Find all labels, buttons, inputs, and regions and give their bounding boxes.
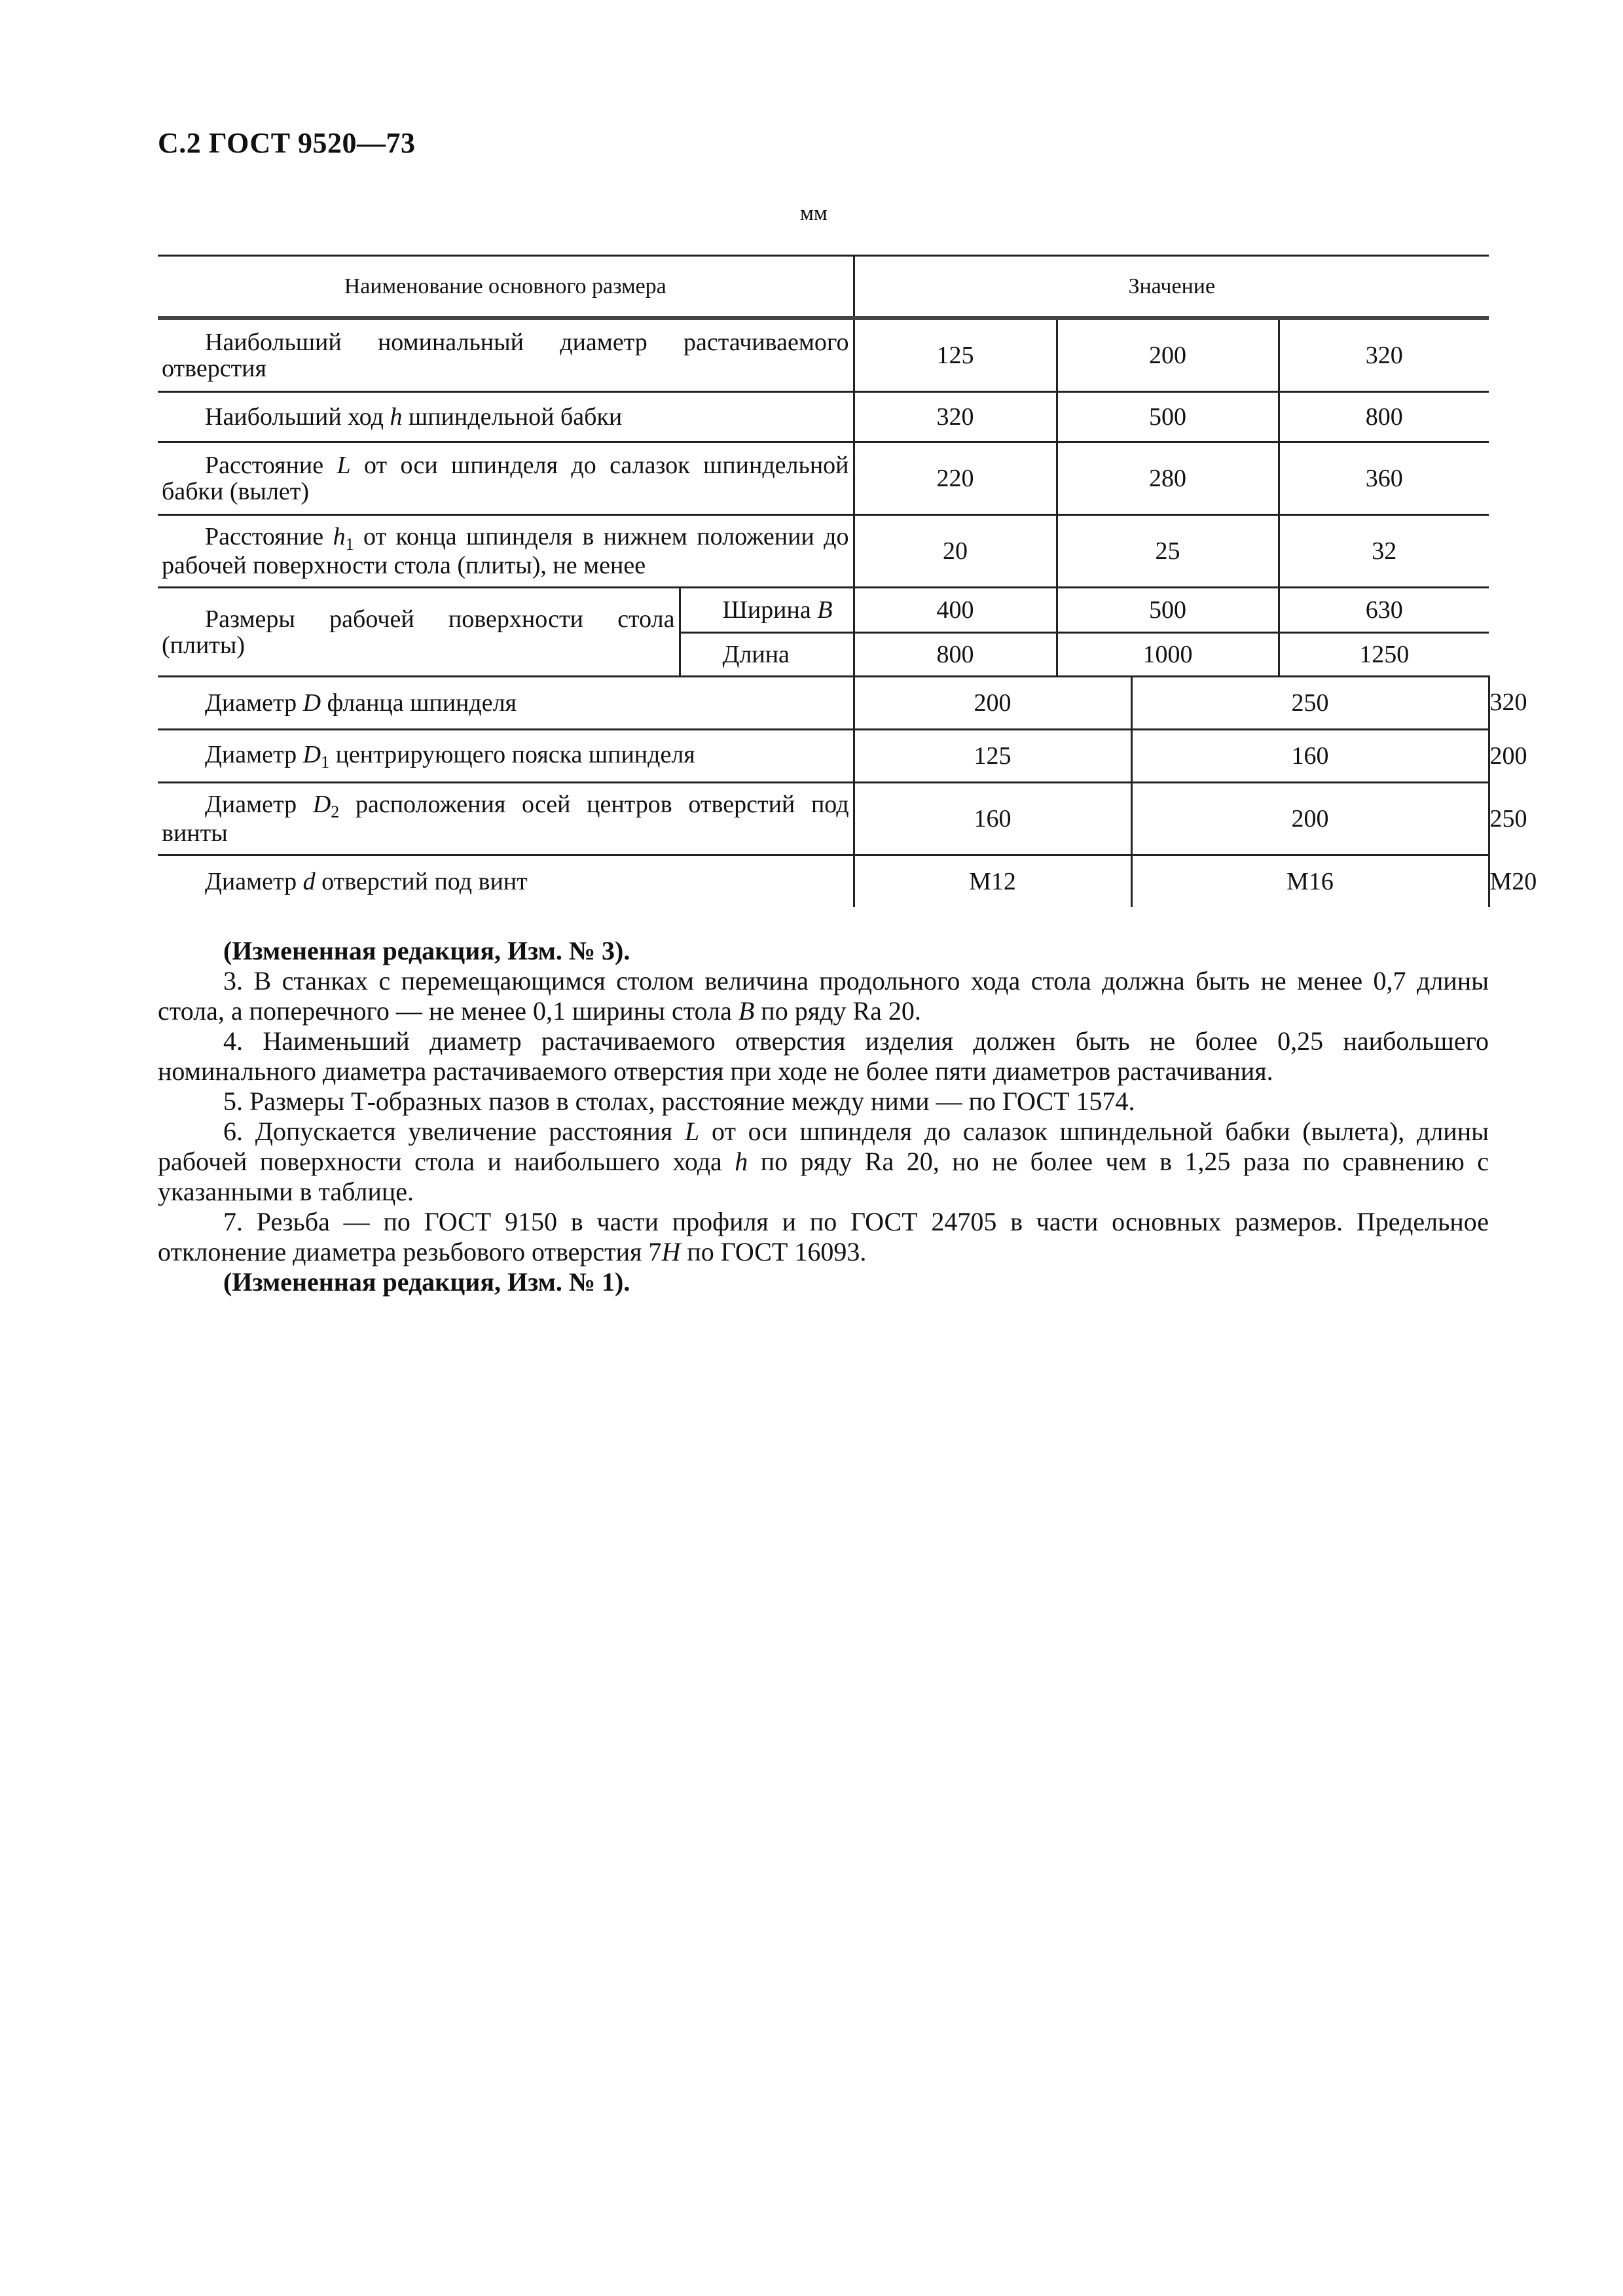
row-label-text: Расстояние: [205, 452, 337, 479]
variable-symbol: D: [312, 791, 331, 818]
variable-symbol: d: [302, 868, 316, 895]
variable-symbol: h: [333, 523, 346, 550]
units-label: мм: [800, 202, 828, 225]
value-cell: М12: [854, 855, 1131, 908]
subscript: 1: [345, 535, 354, 554]
clause-text: по ГОСТ 16093.: [680, 1237, 867, 1266]
value-cell: 500: [1057, 392, 1279, 442]
table-row: Диаметр $D_1$ центрирующего пояска шпинделя 125 160 200: [158, 730, 1489, 783]
subscript: 2: [331, 802, 340, 821]
subscript: 1: [321, 753, 330, 772]
row-label-text: Диаметр: [205, 868, 303, 895]
table-row: Диаметр D фланца шпинделя 200 250 320: [158, 677, 1489, 730]
value-cell: 125: [854, 730, 1131, 783]
variable-symbol: B: [738, 996, 755, 1026]
clause-text: 6. Допускается увеличение расстояния: [223, 1117, 685, 1146]
row-label-text: отверстий под винт: [315, 868, 528, 895]
variable-symbol: L: [685, 1117, 700, 1146]
value-cell: 200: [1057, 318, 1279, 392]
variable-symbol: D: [302, 741, 321, 768]
sub-label: [680, 588, 854, 633]
table-row: [158, 442, 1489, 515]
clause-text: 7. Резьба — по ГОСТ 9150 в части профиля и по ГОСТ 24705 в части основных размеров. Предельное отклонение диаметра резьбового отверстия 7: [158, 1207, 1489, 1266]
clause-text: по ряду Ra 20.: [754, 996, 921, 1026]
revision-note: (Измененная редакция, Изм. № 1).: [223, 1267, 630, 1297]
value-cell: 250: [1131, 677, 1489, 730]
value-cell: 200: [1131, 783, 1489, 855]
row-label: [158, 515, 854, 588]
value-cell: 160: [1131, 730, 1489, 783]
variable-symbol: L: [337, 452, 351, 479]
row-label-text: фланца шпинделя: [321, 689, 517, 717]
table-header-row: [158, 256, 1489, 319]
row-label: [158, 855, 854, 908]
value-cell: 25: [1057, 515, 1279, 588]
row-label: [158, 677, 854, 730]
value-cell: 220: [854, 442, 1057, 515]
row-label-text: Диаметр: [205, 791, 313, 818]
value-cell: 200: [854, 677, 1131, 730]
value-cell: 125: [854, 318, 1057, 392]
table-row: [158, 588, 1489, 633]
sub-label: Длина: [680, 633, 854, 677]
revision-note: (Измененная редакция, Изм. № 3).: [223, 936, 630, 965]
table-row: [158, 392, 1489, 442]
table-row: [158, 318, 1489, 392]
table-row: [158, 515, 1489, 588]
row-label: [158, 783, 854, 855]
page-header: С.2 ГОСТ 9520—73: [158, 127, 416, 159]
value-cell: М16: [1131, 855, 1489, 908]
value-cell: 500: [1057, 588, 1279, 633]
variable-symbol: h: [390, 403, 403, 431]
value-cell: 360: [1279, 442, 1489, 515]
variable-symbol: D: [302, 689, 321, 717]
header-name-cell: Наименование основного размера: [158, 256, 854, 319]
value-cell: 280: [1057, 442, 1279, 515]
value-cell: 320: [1279, 318, 1489, 392]
row-label: [158, 730, 854, 783]
value-cell: 20: [854, 515, 1057, 588]
row-label-text: центрирующего пояска шпинделя: [329, 741, 695, 768]
row-label-text: Наибольший ход: [205, 403, 390, 431]
row-label-text: расположения осей центров отверстий под винты: [162, 791, 849, 847]
table-row: Диаметр d отверстий под винт М12 М16 М20: [158, 855, 1489, 908]
notes-section: [158, 936, 1489, 1297]
value-cell: 1000: [1057, 633, 1279, 677]
clause-4: 4. Наименьший диаметр растачиваемого отверстия изделия должен быть не более 0,25 наибольшего номинального диаметра растачиваемого отверстия при ходе не более пяти диаметров растачивания.: [158, 1026, 1489, 1086]
value-cell: 800: [854, 633, 1057, 677]
table-row: Диаметр $D_2$ расположения осей центров отверстий под винты 160 200 250: [158, 783, 1489, 855]
row-label-text: от конца шпинделя в нижнем положении до рабочей поверхности стола (плиты), не менее: [162, 523, 849, 579]
value-cell: 160: [854, 783, 1131, 855]
row-label-text: Диаметр: [205, 741, 303, 768]
value-cell: 320: [854, 392, 1057, 442]
row-label-text: Наибольший номинальный диаметр растачиваемого отверстия: [162, 329, 849, 382]
variable-symbol: H: [661, 1237, 681, 1266]
row-label-text: Расстояние: [205, 523, 333, 550]
value-cell: 800: [1279, 392, 1489, 442]
row-label: [158, 392, 854, 442]
clause-3: [158, 966, 1489, 1026]
sub-label-text: Ширина: [722, 596, 818, 624]
header-value-cell: Значение: [854, 256, 1489, 319]
value-cell: 630: [1279, 588, 1489, 633]
spec-table: [158, 255, 1537, 907]
row-label-text: Диаметр: [205, 689, 303, 717]
row-label: [158, 318, 854, 392]
row-label: [158, 442, 854, 515]
variable-symbol: h: [735, 1147, 748, 1176]
clause-6: [158, 1117, 1489, 1207]
variable-symbol: B: [817, 596, 833, 624]
row-label-text: от оси шпинделя до салазок шпиндельной бабки (вылет): [162, 452, 849, 505]
clause-7: [158, 1207, 1489, 1267]
row-label: [158, 588, 680, 677]
value-cell: 400: [854, 588, 1057, 633]
value-cell: 1250: [1279, 633, 1489, 677]
clause-text: от оси шпинделя до салазок шпиндельной бабки (вылета), длины рабочей поверхности стола и наибольшего хода: [158, 1117, 1489, 1176]
clause-5: 5. Размеры Т-образных пазов в столах, расстояние между ними — по ГОСТ 1574.: [223, 1086, 1135, 1116]
row-label-text: Размеры рабочей поверхности стола (плиты): [162, 605, 675, 659]
clause-text: по ряду Ra 20, но не более чем в 1,25 раза по сравнению с указанными в таблице.: [158, 1147, 1489, 1206]
clause-text: 3. В станках с перемещающимся столом величина продольного хода стола должна быть не менее 0,7 длины стола, а поперечного — не менее 0,1 ширины стола: [158, 966, 1489, 1026]
value-cell: 32: [1279, 515, 1489, 588]
row-label-text: шпиндельной бабки: [402, 403, 623, 431]
